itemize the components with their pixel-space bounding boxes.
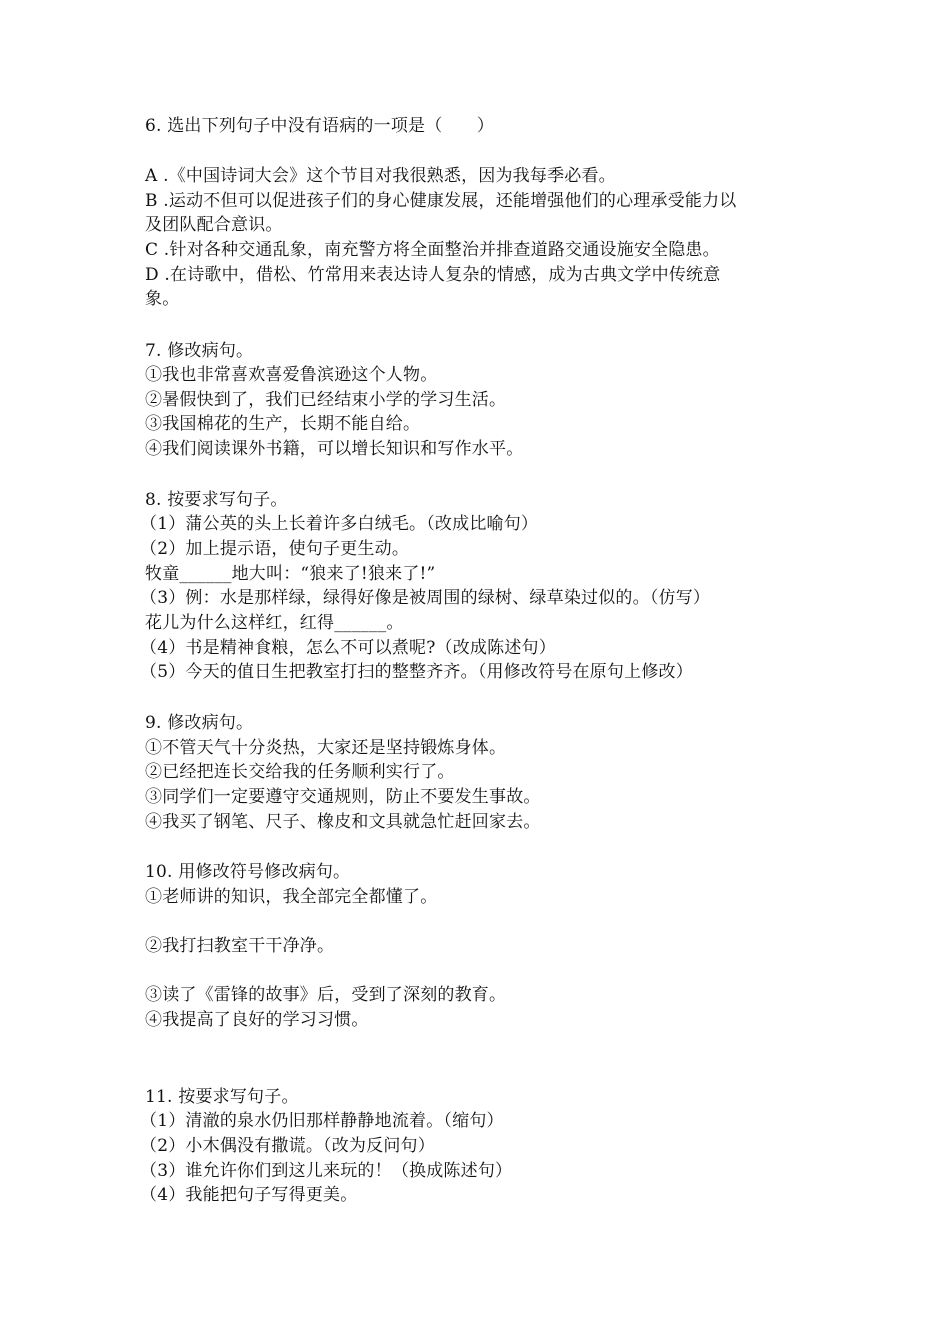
q10-item: ③读了《雷锋的故事》后，受到了深刻的教育。 xyxy=(145,985,507,1005)
q9-item: ④我买了钢笔、尺子、橡皮和文具就急忙赶回家去。 xyxy=(145,812,541,832)
q9-item: ③同学们一定要遵守交通规则，防止不要发生事故。 xyxy=(145,787,541,807)
q7-item: ④我们阅读课外书籍，可以增长知识和写作水平。 xyxy=(145,439,524,459)
q7-title: 7. 修改病句。 xyxy=(145,341,254,361)
q8-line: （5）今天的值日生把教室打扫的整整齐齐。（用修改符号在原句上修改） xyxy=(140,662,693,682)
q9-item: ①不管天气十分炎热，大家还是坚持锻炼身体。 xyxy=(145,738,507,758)
q11-item: （2）小木偶没有撒谎。（改为反问句） xyxy=(140,1136,435,1156)
q6-title: 6. 选出下列句子中没有语病的一项是（ ） xyxy=(145,116,495,136)
q6-option-b-line1: B .运动不但可以促进孩子们的身心健康发展，还能增强他们的心理承受能力以 xyxy=(145,191,737,211)
q7-item: ①我也非常喜欢喜爱鲁滨逊这个人物。 xyxy=(145,365,438,385)
q8-line: （2）加上提示语，使句子更生动。 xyxy=(140,539,410,559)
q9-item: ②已经把连长交给我的任务顺利实行了。 xyxy=(145,762,455,782)
q10-item: ①老师讲的知识，我全部完全都懂了。 xyxy=(145,887,438,907)
q6-option-a: A .《中国诗词大会》这个节目对我很熟悉，因为我每季必看。 xyxy=(145,166,616,186)
q11-item: （3）谁允许你们到这儿来玩的！（换成陈述句） xyxy=(140,1161,513,1181)
q10-title: 10. 用修改符号修改病句。 xyxy=(145,862,351,882)
q6-option-d-line1: D .在诗歌中，借松、竹常用来表达诗人复杂的情感，成为古典文学中传统意 xyxy=(145,265,721,285)
q6-option-b-line2: 及团队配合意识。 xyxy=(145,215,283,235)
q8-line: （4）书是精神食粮，怎么不可以煮呢?（改成陈述句） xyxy=(140,638,556,658)
q10-item: ④我提高了良好的学习习惯。 xyxy=(145,1010,369,1030)
q11-title: 11. 按要求写句子。 xyxy=(145,1087,299,1107)
q6-option-d-line2: 象。 xyxy=(145,289,180,309)
q11-item: （4）我能把句子写得更美。 xyxy=(140,1185,358,1205)
q9-title: 9. 修改病句。 xyxy=(145,713,254,733)
q10-item: ②我打扫教室干干净净。 xyxy=(145,936,335,956)
q8-line: 花儿为什么这样红，红得______。 xyxy=(145,613,404,633)
q8-line: 牧童______地大叫：“狼来了!狼来了!” xyxy=(145,564,436,584)
q11-item: （1）清澈的泉水仍旧那样静静地流着。（缩句） xyxy=(140,1111,504,1131)
q8-line: （1）蒲公英的头上长着许多白绒毛。（改成比喻句） xyxy=(140,514,539,534)
q6-option-c: C .针对各种交通乱象，南充警方将全面整治并排查道路交通设施安全隐患。 xyxy=(145,240,720,260)
q7-item: ②暑假快到了，我们已经结束小学的学习生活。 xyxy=(145,390,507,410)
q8-line: （3）例：水是那样绿，绿得好像是被周围的绿树、绿草染过似的。（仿写） xyxy=(140,588,711,608)
q7-item: ③我国棉花的生产，长期不能自给。 xyxy=(145,414,421,434)
q8-title: 8. 按要求写句子。 xyxy=(145,490,288,510)
